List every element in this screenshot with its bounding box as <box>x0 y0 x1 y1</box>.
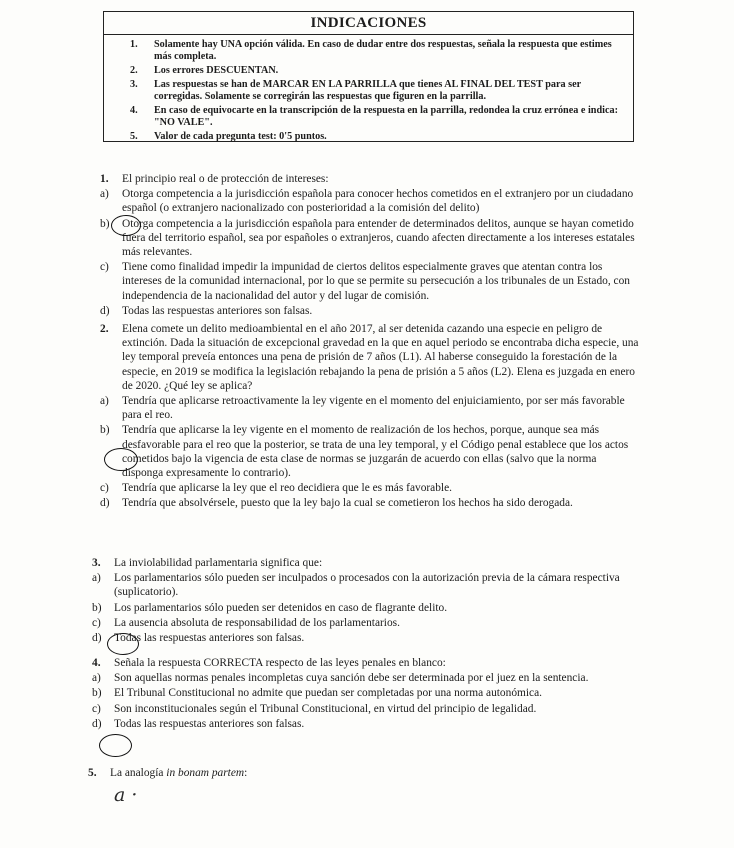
instruction-item <box>130 39 629 63</box>
question-number: 4. <box>92 657 101 669</box>
question-stem <box>88 766 636 780</box>
option-letter: c) <box>92 616 101 629</box>
option-b[interactable] <box>100 217 640 260</box>
option-letter: d) <box>92 717 102 730</box>
instruction-number: 4. <box>130 105 138 116</box>
option-text: Tendría que aplicarse la ley vigente en el momento de realización de los hechos, porque, aunque sea más desfavorable para el reo que la posterior, se trata de una ley temporal, y el Código penal establece que los actos cometidos bajo la vigencia de esta clase de normas se juzgarán de acuerdo con ellas (salvo que la norma disponga expresamente lo contrario). <box>122 424 629 480</box>
instructions-box <box>103 11 634 142</box>
option-text: Tendría que absolvérsele, puesto que la ley bajo la cual se cometieron los hechos ha sido derogada. <box>122 497 573 510</box>
option-text: Todas las respuestas anteriores son falsas. <box>114 632 305 645</box>
instruction-number: 2. <box>130 65 138 76</box>
option-text: Tiene como finalidad impedir la impunidad de ciertos delitos especialmente graves que atentan contra los intereses de la comunidad internacional, por lo que se permite su persecución a los tribunales de un Estado, con independencia de la nacionalidad del autor y del lugar de comisión. <box>122 261 630 302</box>
instruction-item <box>130 131 629 143</box>
option-a[interactable] <box>92 671 640 685</box>
option-letter: a) <box>100 188 109 201</box>
option-a[interactable] <box>100 394 640 422</box>
handwritten-answer: a · <box>114 784 138 806</box>
option-c[interactable] <box>100 481 640 495</box>
question-text: La inviolabilidad parlamentaria significa que: <box>114 557 323 569</box>
option-letter: a) <box>100 395 109 408</box>
option-letter: b) <box>100 424 110 437</box>
option-letter: b) <box>92 601 102 614</box>
question-3 <box>92 556 640 645</box>
question-stem <box>100 322 640 393</box>
question-number: 3. <box>92 557 101 569</box>
selected-answer-circle <box>99 734 132 757</box>
instructions-list <box>130 39 629 145</box>
option-b[interactable] <box>92 686 640 700</box>
instruction-number: 3. <box>130 79 138 90</box>
question-stem <box>100 172 640 186</box>
instruction-text: Solamente hay UNA opción válida. En caso de dudar entre dos respuestas, señala la respuesta que estimes más completa. <box>154 39 612 62</box>
option-letter: d) <box>100 497 110 510</box>
option-b[interactable] <box>100 423 640 480</box>
option-letter: c) <box>100 261 109 274</box>
question-text-suffix: : <box>244 767 248 779</box>
option-d[interactable] <box>92 717 640 731</box>
option-b[interactable] <box>92 601 640 615</box>
option-text: La ausencia absoluta de responsabilidad de los parlamentarios. <box>114 616 400 629</box>
option-letter: b) <box>92 687 102 700</box>
instruction-text: En caso de equivocarte en la transcripción de la respuesta en la parrilla, redondea la cruz errónea e indica: "NO VALE". <box>154 105 618 128</box>
question-stem <box>92 556 640 570</box>
question-4 <box>92 656 640 731</box>
option-text: Todas las respuestas anteriores son falsas. <box>122 304 313 317</box>
option-text: Son inconstitucionales según el Tribunal Constitucional, en virtud del principio de legalidad. <box>114 702 537 715</box>
question-text-prefix: La analogía <box>110 767 167 779</box>
question-text: Señala la respuesta CORRECTA respecto de las leyes penales en blanco: <box>114 657 446 669</box>
option-text: Todas las respuestas anteriores son falsas. <box>114 717 305 730</box>
instruction-item <box>130 79 629 103</box>
option-text: Tendría que aplicarse retroactivamente la ley vigente en el momento del enjuiciamiento, por ser más favorable para el reo. <box>122 395 625 422</box>
instruction-text: Valor de cada pregunta test: 0'5 puntos. <box>154 131 327 142</box>
option-text: Otorga competencia a la jurisdicción española para entender de determinados delitos, aunque se hayan cometido fuera del territorio español, sea por españoles o extranjeros, cuando afecten directamente a los intereses estatales más relevantes. <box>122 217 635 259</box>
option-d[interactable] <box>100 496 640 510</box>
instructions-title: INDICACIONES <box>104 12 633 35</box>
option-text: Son aquellas normas penales incompletas cuya sanción debe ser determinada por el juez en la sentencia. <box>114 672 589 685</box>
option-text: Otorga competencia a la jurisdicción española para conocer hechos cometidos en el extranjero por un ciudadano español (o extranjero nacionalizado con posterioridad a la comisión del delito) <box>122 188 634 215</box>
option-letter: c) <box>100 482 109 495</box>
option-c[interactable] <box>100 260 640 303</box>
option-letter: d) <box>92 632 102 645</box>
question-stem <box>92 656 640 670</box>
question-number: 1. <box>100 173 109 185</box>
question-number: 5. <box>88 767 97 779</box>
option-text: El Tribunal Constitucional no admite que puedan ser completadas por una norma autonómica. <box>114 687 543 700</box>
instruction-number: 1. <box>130 39 138 50</box>
option-letter: a) <box>92 672 101 685</box>
option-c[interactable] <box>92 702 640 716</box>
option-d[interactable] <box>92 631 640 645</box>
option-a[interactable] <box>100 187 640 215</box>
option-c[interactable] <box>92 616 640 630</box>
option-letter: a) <box>92 572 101 585</box>
option-letter: c) <box>92 702 101 715</box>
option-text: Los parlamentarios sólo pueden ser detenidos en caso de flagrante delito. <box>114 601 448 614</box>
question-number: 2. <box>100 323 109 335</box>
instruction-item <box>130 105 629 129</box>
option-letter: b) <box>100 217 110 230</box>
option-text: Los parlamentarios sólo pueden ser inculpados o procesados con la autorización previa de la cámara respectiva (suplicatorio). <box>114 572 620 599</box>
instruction-item <box>130 65 629 77</box>
instruction-number: 5. <box>130 131 138 142</box>
question-1 <box>100 172 640 318</box>
question-text-italic: in bonam partem <box>166 767 245 779</box>
option-d[interactable] <box>100 304 640 318</box>
question-2 <box>100 322 640 511</box>
option-letter: d) <box>100 304 110 317</box>
question-text: Elena comete un delito medioambiental en el año 2017, al ser detenida cazando una especie en peligro de extinción. Dada la situación de excepcional gravedad en la que en aquel periodo se encontraba dicha especie, una ley temporal preveía entonces una pena de prisión de 7 años (L1). Al haberse conseguido la forestación de la especie, en 2019 se modifica la legislación rebajando la pena de prisión a 5 años (L2). Elena es juzgada en enero de 2020. ¿Qué ley se aplica? <box>122 323 639 392</box>
instruction-text: Los errores DESCUENTAN. <box>154 65 279 76</box>
question-5 <box>88 766 636 780</box>
option-a[interactable] <box>92 571 640 599</box>
question-text: El principio real o de protección de intereses: <box>122 173 329 185</box>
option-text: Tendría que aplicarse la ley que el reo decidiera que le es más favorable. <box>122 482 452 495</box>
instruction-text: Las respuestas se han de MARCAR EN LA PARRILLA que tienes AL FINAL DEL TEST para ser corregidas. Solamente se corregirán las respuestas que figuren en la parrilla. <box>154 79 581 102</box>
